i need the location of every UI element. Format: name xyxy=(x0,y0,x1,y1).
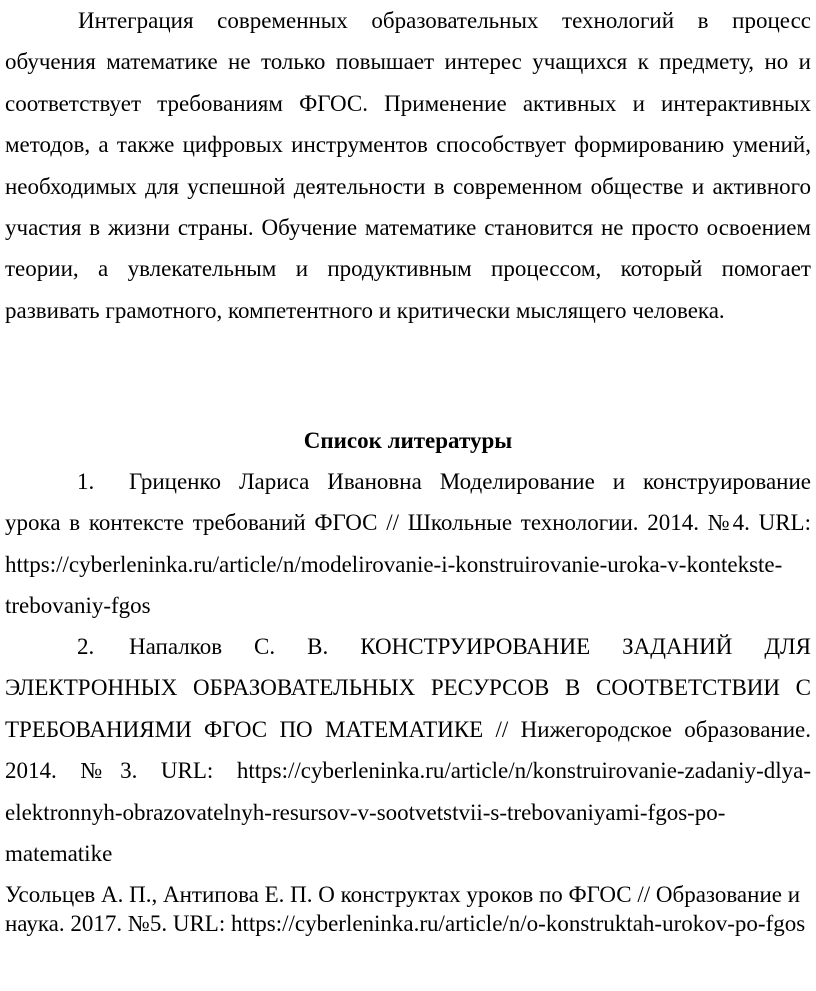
reference-text: Напалков С. В. КОНСТРУИРОВАНИЕ ЗАДАНИЙ ДЛЯ ЭЛЕКТРОННЫХ ОБРАЗОВАТЕЛЬНЫХ РЕСУРСОВ В СООТВЕТСТВИИ С ТРЕБОВАНИЯМИ ФГОС ПО МАТЕМАТИКЕ // Нижегородское образование. 2014. №3. URL: https://cyberleninka.ru/article/n/konstruirovanie-zadaniy-dlya-elektronnyh-obrazovatelnyh-resursov-v-sootvetstvii-s-trebovaniyami-fgos-po-matematike xyxy=(5,634,811,867)
reference-number: 2. xyxy=(77,634,95,659)
intro-paragraph: Интеграция современных образовательных технологий в процесс обучения математике не только повышает интерес учащихся к предмету, но и соответствует требованиям ФГОС. Применение активных и интерактивных методов, а также цифровых инструментов способствует формированию умений, необходимых для успешной деятельности в современном обществе и активного участия в жизни страны. Обучение математике становится не просто освоением теории, а увлекательным и продуктивным процессом, который помогает развивать грамотного, компетентного и критически мыслящего человека. xyxy=(5,8,811,323)
reference-number: 1. xyxy=(77,469,95,494)
reference-text: Гриценко Лариса Ивановна Моделирование и конструирование урока в контексте требований ФГОС // Школьные технологии. 2014. №4. URL: https://cyberleninka.ru/article/n/modelirovanie-i-konstruirovanie-uroka-v-kontekste-trebovaniy-fgos xyxy=(5,469,811,619)
reference-item xyxy=(5,626,811,874)
references-heading: Список литературы xyxy=(303,428,513,453)
reference-item-unnumbered: Усольцев А. П., Антипова Е. П. О конструктах уроков по ФГОС // Образование и наука. 2017. №5. URL: https://cyberleninka.ru/article/n/o-konstruktah-urokov-po-fgos xyxy=(5,882,806,936)
reference-item xyxy=(5,461,811,627)
